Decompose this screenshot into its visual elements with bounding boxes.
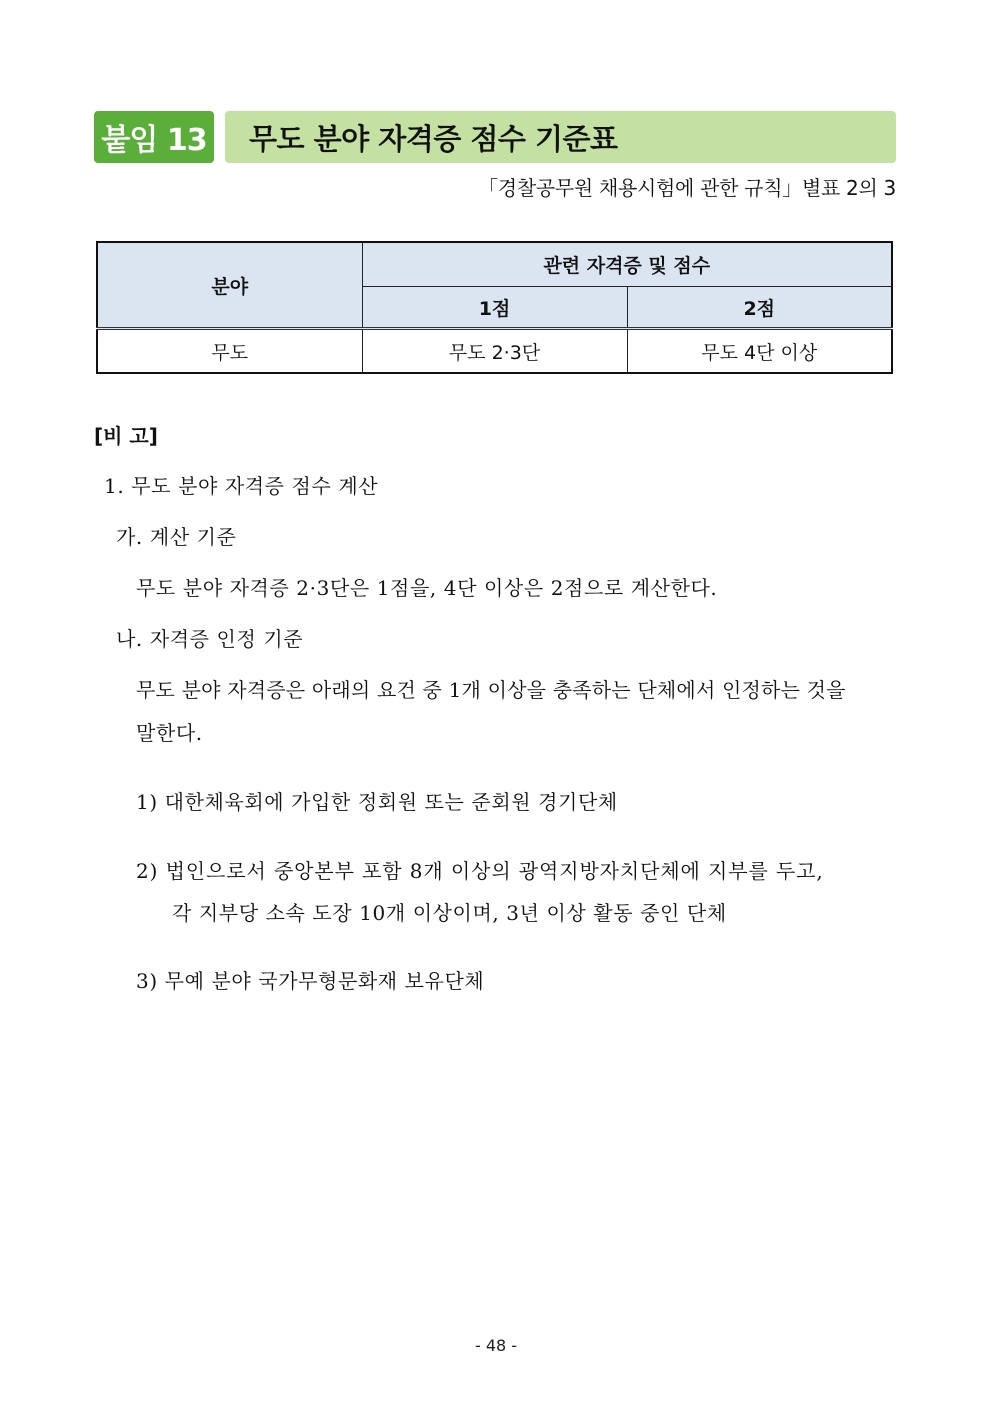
section-1-title: 1. 무도 분야 자격증 점수 계산: [104, 474, 379, 498]
attachment-badge: 붙임 13: [94, 111, 214, 163]
subsection-na-text-line-1: 무도 분야 자격증은 아래의 요건 중 1개 이상을 충족하는 단체에서 인정하는 것을: [136, 678, 846, 702]
criteria-item-3: 3) 무예 분야 국가무형문화재 보유단체: [136, 969, 485, 993]
criteria-item-1: 1) 대한체육회에 가입한 정회원 또는 준회원 경기단체: [136, 790, 618, 814]
title-bar: [225, 111, 896, 163]
criteria-item-2-line-2: 각 지부당 소속 도장 10개 이상이며, 3년 이상 활동 중인 단체: [172, 901, 727, 925]
subsection-ga-text: 무도 분야 자격증 2·3단은 1점을, 4단 이상은 2점으로 계산한다.: [136, 576, 718, 600]
subsection-ga-title: 가. 계산 기준: [116, 525, 237, 549]
header-score-2: 2점: [627, 287, 892, 329]
header-field: 분야: [97, 242, 362, 329]
header-group: 관련 자격증 및 점수: [362, 242, 892, 287]
criteria-item-2-line-1: 2) 법인으로서 중앙본부 포함 8개 이상의 광역지방자치단체에 지부를 두고,: [136, 859, 824, 883]
cell-score-1: 무도 2·3단: [362, 329, 627, 374]
source-reference: 「경찰공무원 채용시험에 관한 규칙」별표 2의 3: [478, 176, 896, 200]
cell-field: 무도: [97, 329, 362, 374]
remarks-heading: [비 고]: [94, 424, 158, 448]
page-title: 무도 분야 자격증 점수 기준표: [249, 121, 618, 156]
score-table: [96, 241, 893, 374]
page-header: [94, 111, 896, 163]
header-score-1: 1점: [362, 287, 627, 329]
subsection-na-text-line-2: 말한다.: [136, 721, 203, 745]
cell-score-2: 무도 4단 이상: [627, 329, 892, 374]
table-row: [97, 329, 892, 374]
subsection-na-title: 나. 자격증 인정 기준: [116, 627, 304, 651]
page-number: - 48 -: [474, 1336, 518, 1355]
